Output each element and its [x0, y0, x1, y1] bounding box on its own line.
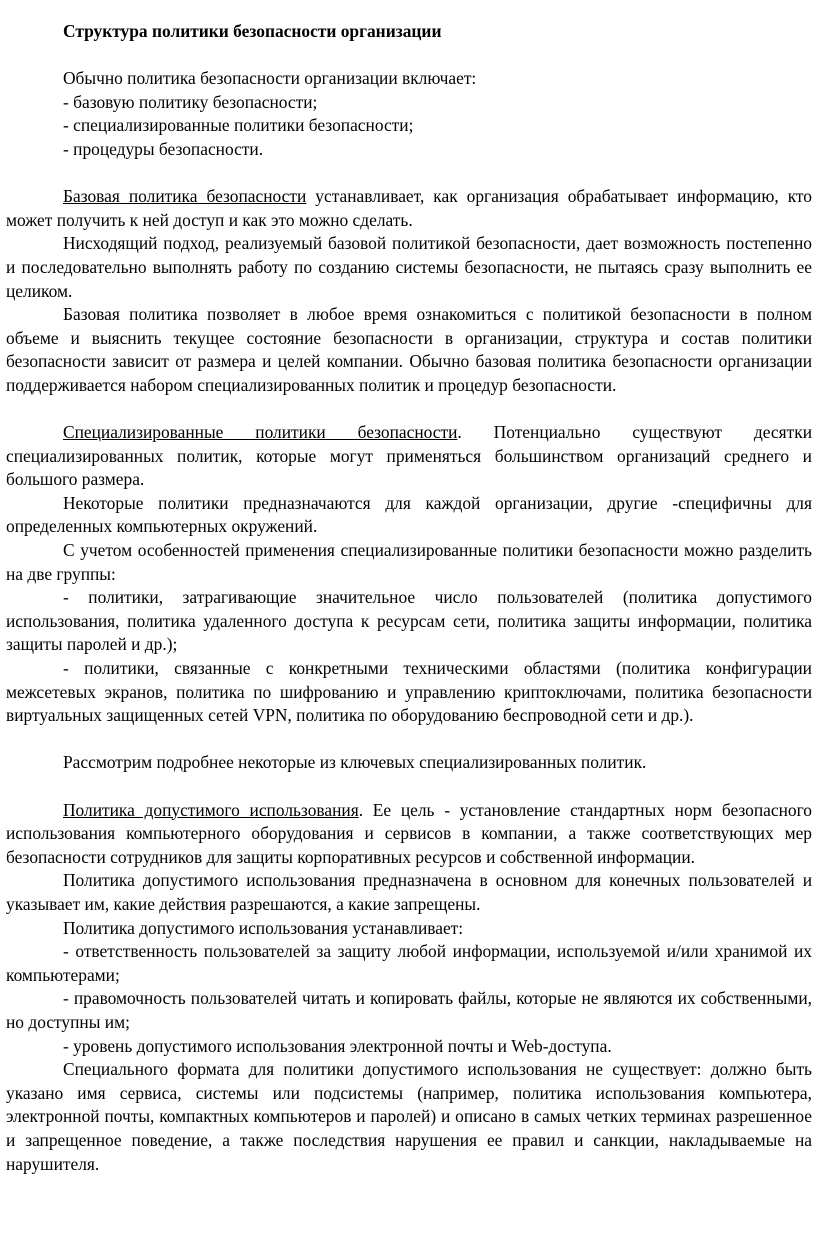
- document-page: [6, 20, 812, 1176]
- base-policy-p1-text: устанавливает, как организация обрабатывает информацию, кто может получить к ней доступ и как это можно сделать.: [6, 186, 812, 230]
- acceptable-use-paragraph-2: Политика допустимого использования предназначена в основном для конечных пользователей и указывает им, какие действия разрешаются, а какие запрещены.: [6, 870, 812, 914]
- base-policy-paragraph-1: [6, 185, 812, 232]
- base-policy-paragraph-2: Нисходящий подход, реализуемый базовой политикой безопасности, дает возможность постепенно и последовательно выполнять работу по созданию системы безопасности, не пытаясь сразу выполнить ее целиком.: [6, 233, 812, 301]
- intro-list-item: - специализированные политики безопасности;: [63, 115, 414, 136]
- base-policy-term: Базовая политика безопасности: [63, 186, 307, 207]
- acceptable-use-paragraph-1: [6, 799, 812, 870]
- acceptable-use-p1-text: . Ее цель - установление стандартных норм безопасного использования компьютерного оборудования и сервисов в компании, а также соответствующих мер безопасности сотрудников для защиты корпоративных ресурсов и собственной информации.: [6, 799, 812, 867]
- acceptable-use-item-3: - уровень допустимого использования электронной почты и Web-доступа.: [63, 1035, 612, 1056]
- document-title: Структура политики безопасности организации: [63, 21, 442, 41]
- acceptable-use-paragraph-3: Политика допустимого использования устанавливает:: [63, 917, 464, 938]
- spacer: [6, 162, 812, 186]
- special-policies-term: Специализированные политики безопасности: [63, 422, 458, 443]
- spacer: [6, 728, 812, 752]
- acceptable-use-paragraph-4: Специального формата для политики допустимого использования не существует: должно быть указано имя сервиса, системы или подсистемы (например, политика использования компьютера, электронной почты, компактных компьютеров и паролей) и описано в самых четких терминах разрешенное и запрещенное поведение, а также последствия нарушения ее правил и санкции, накладываемые на нарушителя.: [6, 1059, 812, 1174]
- acceptable-use-term: Политика допустимого использования: [63, 799, 359, 820]
- intro-list-item: - процедуры безопасности.: [63, 138, 264, 159]
- acceptable-use-item-2: - правомочность пользователей читать и копировать файлы, которые не являются их собственными, но доступны им;: [6, 988, 812, 1032]
- special-policies-p1-text: . Потенциально существуют десятки специализированных политик, которые могут применяться большинством организаций среднего и большого размера.: [6, 422, 812, 490]
- special-policies-paragraph-2: Некоторые политики предназначаются для каждой организации, другие -специфичны для определенных компьютерных окружений.: [6, 492, 812, 537]
- spacer: [6, 398, 812, 422]
- acceptable-use-item-1: - ответственность пользователей за защиту любой информации, используемой и/или хранимой их компьютерами;: [6, 941, 812, 985]
- special-policies-paragraph-1: [6, 421, 812, 492]
- intro-list-item: - базовую политику безопасности;: [63, 91, 318, 112]
- policy-group-1: - политики, затрагивающие значительное число пользователей (политика допустимого использования, политика удаленного доступа к ресурсам сети, политика защиты информации, политика защиты паролей и др.);: [6, 587, 812, 655]
- special-policies-paragraph-3: С учетом особенностей применения специализированные политики безопасности можно разделить на две группы:: [6, 540, 812, 584]
- spacer: [6, 44, 812, 68]
- consider-paragraph: Рассмотрим подробнее некоторые из ключевых специализированных политик.: [63, 752, 647, 773]
- policy-group-2: - политики, связанные с конкретными техническими областями (политика конфигурации межсетевых экранов, политика по шифрованию и управлению криптоключами, политика безопасности виртуальных защищенных сетей VPN, политика по оборудованию беспроводной сети и др.).: [6, 658, 812, 726]
- spacer: [6, 775, 812, 799]
- base-policy-paragraph-3: Базовая политика позволяет в любое время ознакомиться с политикой безопасности в полном объеме и выяснить текущее состояние безопасности в организации, структура и состав политики безопасности зависит от размера и целей компании. Обычно базовая политика безопасности организации поддерживается набором специализированных политик и процедур безопасности.: [6, 304, 812, 395]
- intro-lead: Обычно политика безопасности организации включает:: [63, 68, 477, 89]
